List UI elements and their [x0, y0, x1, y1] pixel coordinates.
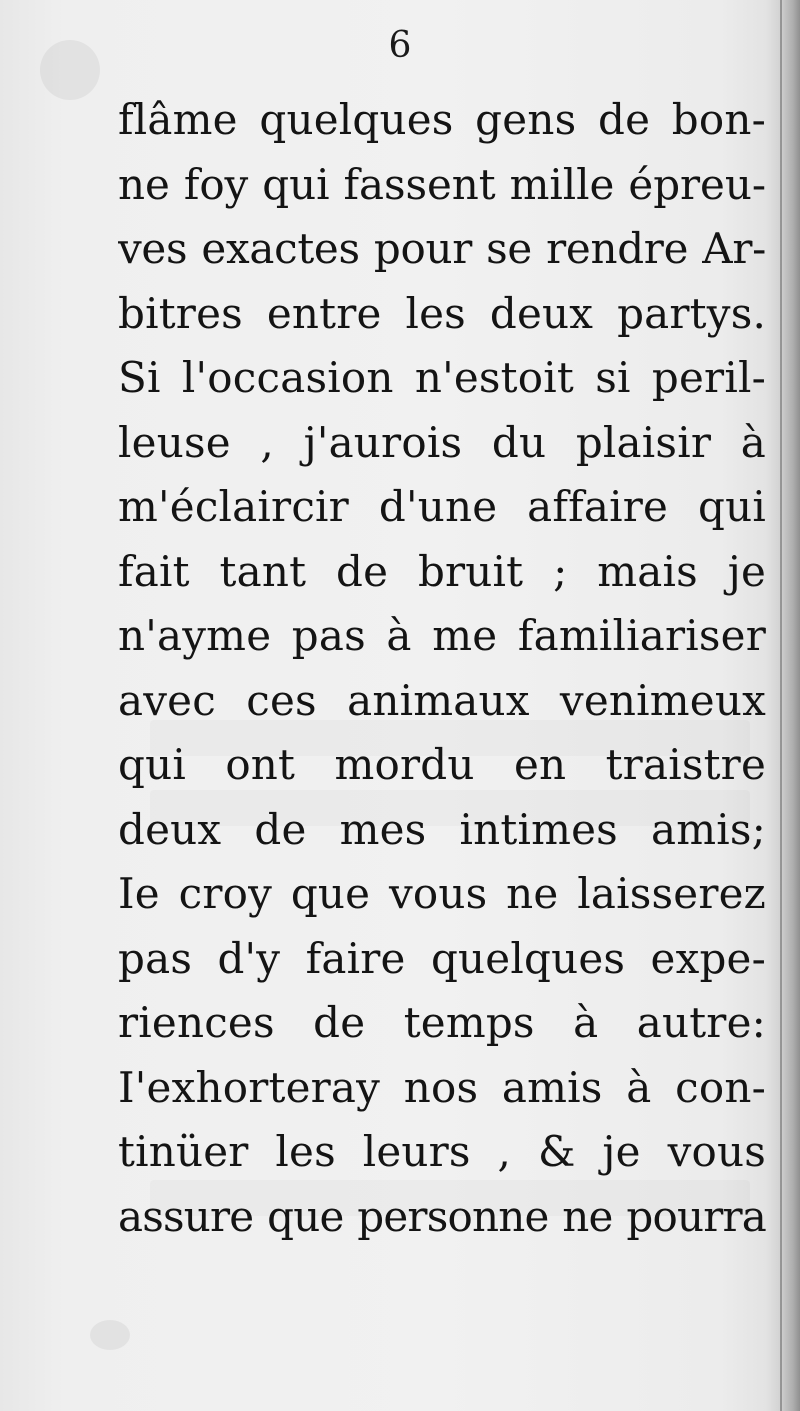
text-line: bitres entre les deux partys.	[118, 288, 766, 338]
text-line: flâme quelques gens de bon-	[118, 95, 766, 144]
text-line: tinüer les leurs , & je vous	[118, 1127, 766, 1176]
text-line: pas d'y faire quelques expe-	[118, 933, 766, 983]
text-line: deux de mes intimes amis;	[118, 804, 766, 854]
page-number: 6	[388, 25, 412, 66]
text-line: m'éclaircir d'une affaire qui	[118, 482, 766, 531]
text-line: n'ayme pas à me familiariser	[118, 611, 766, 660]
text-line: riences de temps à autre:	[118, 998, 766, 1047]
text-line: I'exhorteray nos amis à con-	[118, 1062, 766, 1112]
body-text	[118, 88, 766, 1249]
text-line: ves exactes pour se rendre Ar-	[118, 224, 766, 273]
text-line: qui ont mordu en traistre	[118, 740, 766, 789]
text-line: avec ces animaux venimeux	[118, 675, 766, 725]
paper-stain	[90, 1320, 130, 1350]
text-line: assure que personne ne pourra	[118, 1191, 766, 1241]
text-line: Si l'occasion n'estoit si peril-	[118, 353, 766, 402]
text-line: fait tant de bruit ; mais je	[118, 546, 766, 596]
binding-shadow	[766, 0, 800, 1411]
text-line: Ie croy que vous ne laisserez	[118, 869, 766, 918]
page-edge	[780, 0, 782, 1411]
text-line: ne foy qui fassent mille épreu-	[118, 159, 766, 209]
text-line: leuse , j'aurois du plaisir à	[118, 417, 766, 467]
